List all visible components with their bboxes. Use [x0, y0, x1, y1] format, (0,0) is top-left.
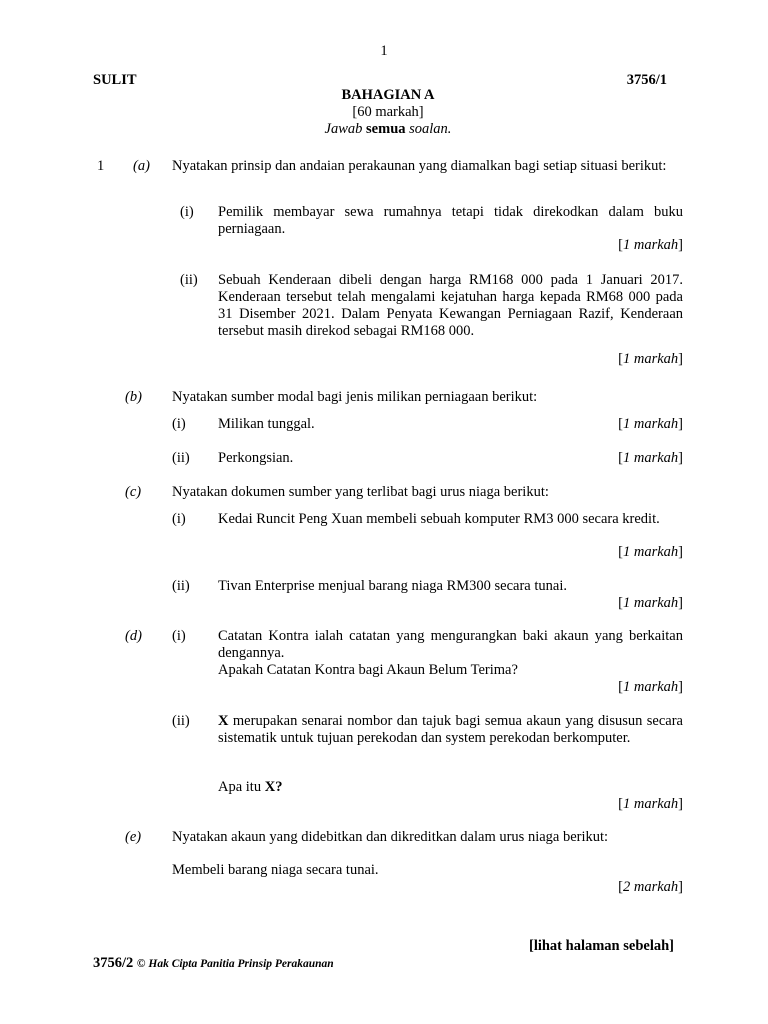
part-c-ii-marks: [1 markah]: [618, 595, 683, 611]
part-b-i-label: (i): [172, 416, 186, 432]
part-b-ii-marks: [1 markah]: [618, 450, 683, 466]
part-e-text: Nyatakan akaun yang didebitkan dan dikreditkan dalam urus niaga berikut:: [172, 829, 609, 845]
part-b-i-text: Milikan tunggal.: [218, 416, 315, 432]
next-page-note: [lihat halaman sebelah]: [528, 938, 674, 954]
footer: [93, 955, 334, 973]
page-number: 1: [380, 43, 388, 59]
part-d-ii-text: [218, 713, 683, 747]
part-a-i-marks: [1 markah]: [618, 237, 683, 253]
part-a-ii-marks: [1 markah]: [618, 351, 683, 367]
section-instruction: [0, 121, 768, 138]
part-b-ii-label: (ii): [172, 450, 190, 466]
part-c-i-text: Kedai Runcit Peng Xuan membeli sebuah komputer RM3 000 secara kredit.: [218, 511, 660, 527]
footer-copyright: © Hak Cipta Panitia Prinsip Perakaunan: [136, 958, 334, 970]
part-d-ii-label: (ii): [172, 713, 190, 729]
part-e-subtext: Membeli barang niaga secara tunai.: [172, 862, 379, 878]
section-title: BAHAGIAN A: [341, 87, 435, 103]
section-marks: [60 markah]: [352, 104, 424, 120]
instruction-bold: semua: [366, 121, 406, 137]
part-c-i-label: (i): [172, 511, 186, 527]
part-d-i-marks: [1 markah]: [618, 679, 683, 695]
part-d-ii-marks: [1 markah]: [618, 796, 683, 812]
x-letter: X: [218, 713, 229, 729]
part-c-i-marks: [1 markah]: [618, 544, 683, 560]
part-a-i-label: (i): [180, 204, 194, 220]
question-number: 1: [97, 158, 105, 174]
header-paper-code: 3756/1: [626, 72, 667, 88]
part-c-text: Nyatakan dokumen sumber yang terlibat bagi urus niaga berikut:: [172, 484, 549, 500]
part-b-i-marks: [1 markah]: [618, 416, 683, 432]
part-e-label: (e): [125, 829, 142, 845]
part-d-i-text: Catatan Kontra ialah catatan yang mengurangkan baki akaun yang berkaitan dengannya.: [218, 628, 683, 661]
part-b-label: (b): [125, 389, 142, 405]
part-c-ii-label: (ii): [172, 578, 190, 594]
part-c-ii-text: Tivan Enterprise menjual barang niaga RM300 secara tunai.: [218, 578, 567, 594]
header-classification: SULIT: [93, 72, 137, 88]
part-d-i-question: Apakah Catatan Kontra bagi Akaun Belum Terima?: [218, 662, 518, 678]
part-d-ii-question: Apa itu X?: [218, 779, 283, 795]
part-a-label: (a): [133, 158, 150, 174]
part-a-text: Nyatakan prinsip dan andaian perakaunan yang diamalkan bagi setiap situasi berikut:: [172, 158, 667, 174]
part-b-ii-text: Perkongsian.: [218, 450, 294, 466]
part-d-label: (d): [125, 628, 142, 644]
part-e-marks: [2 markah]: [618, 879, 683, 895]
instruction-pre: Jawab: [324, 121, 367, 137]
part-d-ii-body: merupakan senarai nombor dan tajuk bagi semua akaun yang disusun secara sistematik untuk tujuan perekodan dan system perekodan berkomputer.: [218, 713, 683, 746]
part-a-i-text: Pemilik membayar sewa rumahnya tetapi tidak direkodkan dalam buku perniagaan.: [218, 204, 683, 237]
instruction-post: soalan.: [405, 121, 452, 137]
part-c-label: (c): [125, 484, 142, 500]
part-b-text: Nyatakan sumber modal bagi jenis milikan perniagaan berikut:: [172, 389, 538, 405]
part-a-ii-text: Sebuah Kenderaan dibeli dengan harga RM168 000 pada 1 Januari 2017. Kenderaan tersebut telah mengalami kejatuhan harga kepada RM68 000 pada 31 Disember 2021. Dalam Penyata Kewangan Perniagaan Razif, Kenderaan tersebut masih direkod sebagai RM168 000.: [218, 272, 683, 339]
part-d-i-label: (i): [172, 628, 186, 644]
footer-code: 3756/2: [93, 955, 134, 971]
part-a-ii-label: (ii): [180, 272, 198, 288]
